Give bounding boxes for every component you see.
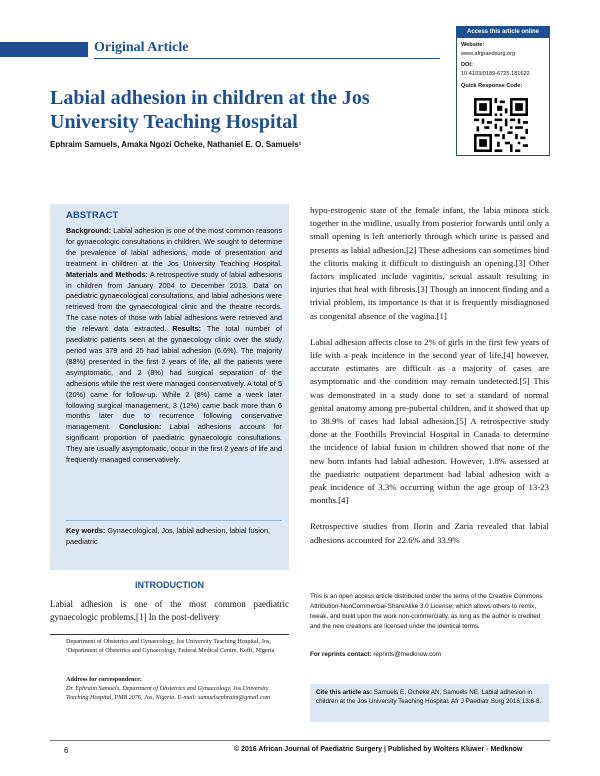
paragraph-2: Labial adhesion affects close to 2% of girls in the first few years of life with a peak incidence in the second year of life,[4] however, accurate estimates are difficult as a majority of cases are asymptomatic and the condition may remain undetected.[5] This was demonstrated in a study done to set a standard of normal genital anatomy among pre-pubertal children, and it showed that up to 38.9% of cases had labial adhesion.[5] A retrospective study done at the Foothills Provincial Hospital in Canada to determine the incidence of labial fusion in children showed that none of the new born infants had labial adhesion. However, 1.8% assessed at the paediatric outpatient department had labial adhesion with a peak incidence of 3.3% occurring within the age group of 13-23 months.[4] bbox=[310, 336, 549, 506]
keywords-label: Key words: bbox=[66, 526, 106, 535]
keywords-text: Gynaecological, Jos, labial adhesion, labial fusion, paediatric bbox=[66, 526, 271, 546]
background-label: Background: bbox=[66, 226, 111, 235]
correspondence-label: Address for correspondence: bbox=[66, 676, 142, 683]
access-heading: Access this article online bbox=[456, 26, 550, 38]
reprints-label: For reprints contact: bbox=[310, 651, 372, 658]
methods-label: Materials and Methods: bbox=[66, 269, 148, 279]
abstract-body bbox=[66, 226, 282, 466]
article-title: Labial adhesion in children at the Jos University Teaching Hospital bbox=[50, 87, 370, 133]
intro-text: Labial adhesion is one of the most common paediatric gynaecologic problems.[1] In the post-delivery bbox=[50, 599, 289, 622]
keywords-rule bbox=[66, 520, 282, 521]
intro-heading: INTRODUCTION bbox=[135, 580, 204, 590]
keywords bbox=[66, 526, 282, 548]
footer-copyright: © 2016 African Journal of Paediatric Surgery | Published by Wolters Kluwer - Medknow bbox=[234, 746, 523, 753]
citation-box bbox=[310, 684, 549, 722]
website-label: Website: bbox=[461, 42, 485, 48]
paragraph-3: Retrospective studies from Ilorin and Zaria revealed that labial adhesions accounted for 22.6% and 33.9% bbox=[310, 521, 549, 545]
open-access-notice: This is an open access article distributed under the terms of the Creative Commons Attribution-NonCommercial-ShareAlike 3.0 License, which allows others to remix, tweak, and build upon the work non-commercially, as long as the author is credited and the new creations are licensed under the identical terms. bbox=[310, 593, 543, 630]
section-color-bar bbox=[0, 42, 88, 57]
section-rule bbox=[94, 58, 440, 59]
website-link[interactable]: www.afrjpaedsurg.org bbox=[461, 51, 516, 57]
abstract-heading: ABSTRACT bbox=[66, 210, 119, 221]
background-text: Labial adhesion is one of the most common reasons for gynaecologic consultations in children. We sought to determine the prevalence of labial adhesions, mode of presentation and treatment in children at the Jos University Teaching Hospital. bbox=[66, 226, 282, 268]
affiliation-rule bbox=[50, 634, 289, 635]
reprints-email[interactable]: reprints@medknow.com bbox=[373, 651, 441, 658]
doi-label: DOI: bbox=[461, 62, 473, 68]
methods-text: A retrospective study of labial adhesions in children from January 2004 to December 2013. Data on paediatric gynaecological consultations, and labial adhesions were retrieved from the gynaecological clinic and the theatre records. The case notes of those with labial adhesions were retrieved and the relevant data extracted. bbox=[66, 269, 282, 334]
conclusion-label: Conclusion: bbox=[119, 422, 162, 432]
body-right-column bbox=[310, 204, 549, 560]
paragraph-1: hypo-estrogenic state of the female infant, the labia minora stick together in the midline, usually from posterior forwards until only a small opening is left anteriorly through which urine is passed and presents as labial adhesion.[2] These adhesions can sometimes bind the clitoris making it difficult to distinguish an opening.[3] Other factors implicated include vaginitis, sexual assault resulting in injuries that heal with fibrosis.[3] Though an innocent finding and a trivial problem, its importance is that it is frequently misdiagnosed as congenital absence of the vagina.[1] bbox=[310, 205, 549, 321]
correspondence-address: Dr. Ephraim Samuels, Department of Obstetrics and Gynaecology, Jos University Teaching Hospital, PMB 2076, Jos, Nigeria. E-mail: samuelsephraim@gmail.com bbox=[66, 685, 271, 701]
doi-value[interactable]: 10.4103/0189-6725.181622 bbox=[461, 71, 530, 77]
results-text: The total number of paediatric patients seen at the gynaecology clinic over the study period was 379 and 25 had labial adhesion (6.6%). The majority (88%) presented in the first 2 years of life, all the patients were asymptomatic, and 2 (8%) had surgical separation of the adhesions while the rest were managed conservatively. A total of 5 (20%) came for follow-up. While 2 (8%) came a week later following surgical management, 3 (12%) came back more than 6 months later due to recurrence following conservative management. bbox=[66, 324, 282, 432]
cite-text: Samuels E, Ocheke AN, Samuels NE. Labial adhesion in children at the Jos University Teaching Hospital. Afr J Paediatr Surg 2016;13:6-8. bbox=[316, 689, 542, 705]
section-label: Original Article bbox=[94, 40, 189, 55]
qr-label: Quick Response Code: bbox=[461, 83, 523, 89]
qr-code-icon[interactable] bbox=[474, 98, 528, 152]
footer-rule bbox=[50, 740, 550, 741]
reprints-line bbox=[310, 651, 441, 658]
results-label: Results: bbox=[172, 324, 202, 334]
page-number: 6 bbox=[64, 746, 69, 755]
conclusion-text: Labial adhesions account for significant proportion of paediatric gynaecologic consultations. They are usually asymptomatic, occur in the first 2 years of life and frequently managed conservatively. bbox=[66, 422, 283, 465]
author-list: Ephraim Samuels, Amaka Ngozi Ocheke, Nathaniel E. O. Samuels¹ bbox=[50, 140, 302, 149]
affiliations: Department of Obstetrics and Gynaecology, Jos University Teaching Hospital, Jos, ¹Department of Obstetrics and Gynaecology, Federal Medical Centre, Keffi, Nigeria bbox=[66, 638, 275, 654]
cite-label: Cite this article as: bbox=[316, 689, 372, 696]
